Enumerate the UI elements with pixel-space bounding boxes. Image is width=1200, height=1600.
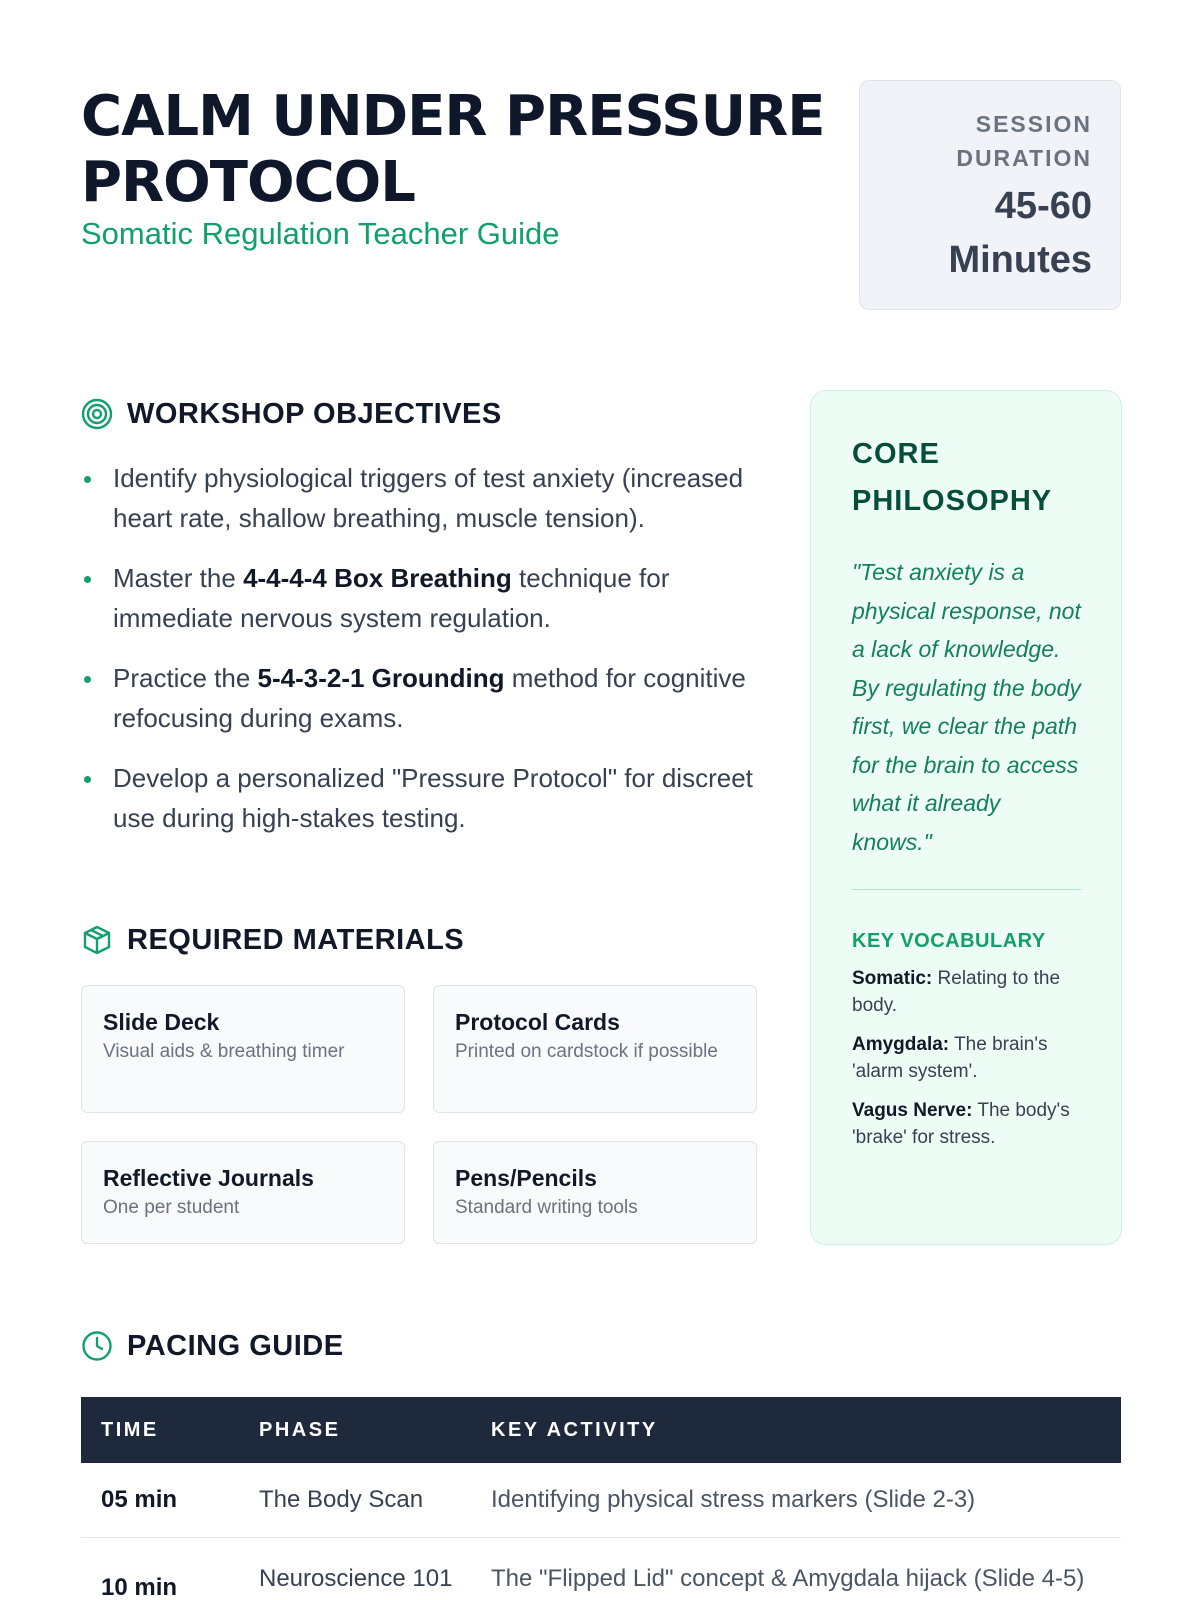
session-duration-box	[859, 80, 1121, 310]
objectives-section-header	[81, 394, 502, 434]
material-desc: Printed on cardstock if possible	[455, 1041, 718, 1062]
column-header-time: TIME	[81, 1397, 239, 1463]
material-title: Slide Deck	[103, 1009, 220, 1035]
session-duration-value: 45-60 Minutes	[948, 185, 1092, 281]
box-icon	[81, 924, 113, 956]
page-header	[81, 80, 1121, 310]
objective-item: Develop a personalized "Pressure Protocol" for discreet use during high-stakes testing.	[81, 758, 761, 838]
material-desc: Standard writing tools	[455, 1197, 638, 1218]
table-header-row	[81, 1397, 1121, 1463]
divider	[852, 889, 1081, 890]
vocabulary-item: Vagus Nerve: The body's 'brake' for stress.	[852, 1100, 1070, 1148]
session-duration-label: SESSION DURATION	[956, 111, 1092, 171]
pacing-table	[81, 1397, 1121, 1600]
material-card	[433, 985, 757, 1113]
target-icon	[81, 398, 113, 430]
material-title: Protocol Cards	[455, 1009, 620, 1035]
philosophy-quote: "Test anxiety is a physical response, not a lack of knowledge. By regulating the body first, we clear the path for the brain to access what it already knows."	[852, 559, 1081, 855]
table-row	[81, 1463, 1121, 1537]
materials-heading: REQUIRED MATERIALS	[127, 923, 465, 956]
core-philosophy-panel	[810, 390, 1122, 1245]
column-header-phase: PHASE	[239, 1397, 471, 1463]
row-time: 05 min	[81, 1463, 239, 1537]
page-subtitle: Somatic Regulation Teacher Guide	[81, 216, 560, 251]
material-title: Reflective Journals	[103, 1165, 314, 1191]
material-desc: Visual aids & breathing timer	[103, 1041, 345, 1062]
material-card	[81, 985, 405, 1113]
row-time: 10 min	[81, 1537, 239, 1600]
table-row	[81, 1537, 1121, 1600]
row-phase: The Body Scan	[239, 1463, 471, 1537]
vocabulary-heading: KEY VOCABULARY	[852, 930, 1046, 952]
philosophy-title: CORE PHILOSOPHY	[852, 438, 1053, 517]
material-title: Pens/Pencils	[455, 1165, 597, 1191]
column-header-activity: KEY ACTIVITY	[471, 1397, 1121, 1463]
clock-icon	[81, 1330, 113, 1362]
pacing-section-header	[81, 1326, 344, 1366]
materials-section-header	[81, 920, 464, 960]
row-activity: Identifying physical stress markers (Slide 2-3)	[471, 1463, 1121, 1537]
objectives-list	[81, 458, 761, 858]
pacing-heading: PACING GUIDE	[127, 1329, 344, 1362]
material-card	[81, 1141, 405, 1244]
vocabulary-item: Amygdala: The brain's 'alarm system'.	[852, 1034, 1048, 1082]
material-desc: One per student	[103, 1197, 240, 1218]
objective-item: Practice the 5-4-3-2-1 Grounding method for cognitive refocusing during exams.	[81, 658, 761, 738]
objective-item: Identify physiological triggers of test anxiety (increased heart rate, shallow breathing, muscle tension).	[81, 458, 761, 538]
material-card	[433, 1141, 757, 1244]
page-title: CALM UNDER PRESSURE PROTOCOL	[81, 84, 825, 215]
row-activity: The "Flipped Lid" concept & Amygdala hijack (Slide 4-5)	[471, 1537, 1121, 1600]
objectives-heading: WORKSHOP OBJECTIVES	[127, 397, 502, 430]
objective-item: Master the 4-4-4-4 Box Breathing technique for immediate nervous system regulation.	[81, 558, 761, 638]
vocabulary-item: Somatic: Relating to the body.	[852, 968, 1061, 1016]
row-phase: Neuroscience 101	[239, 1537, 471, 1600]
